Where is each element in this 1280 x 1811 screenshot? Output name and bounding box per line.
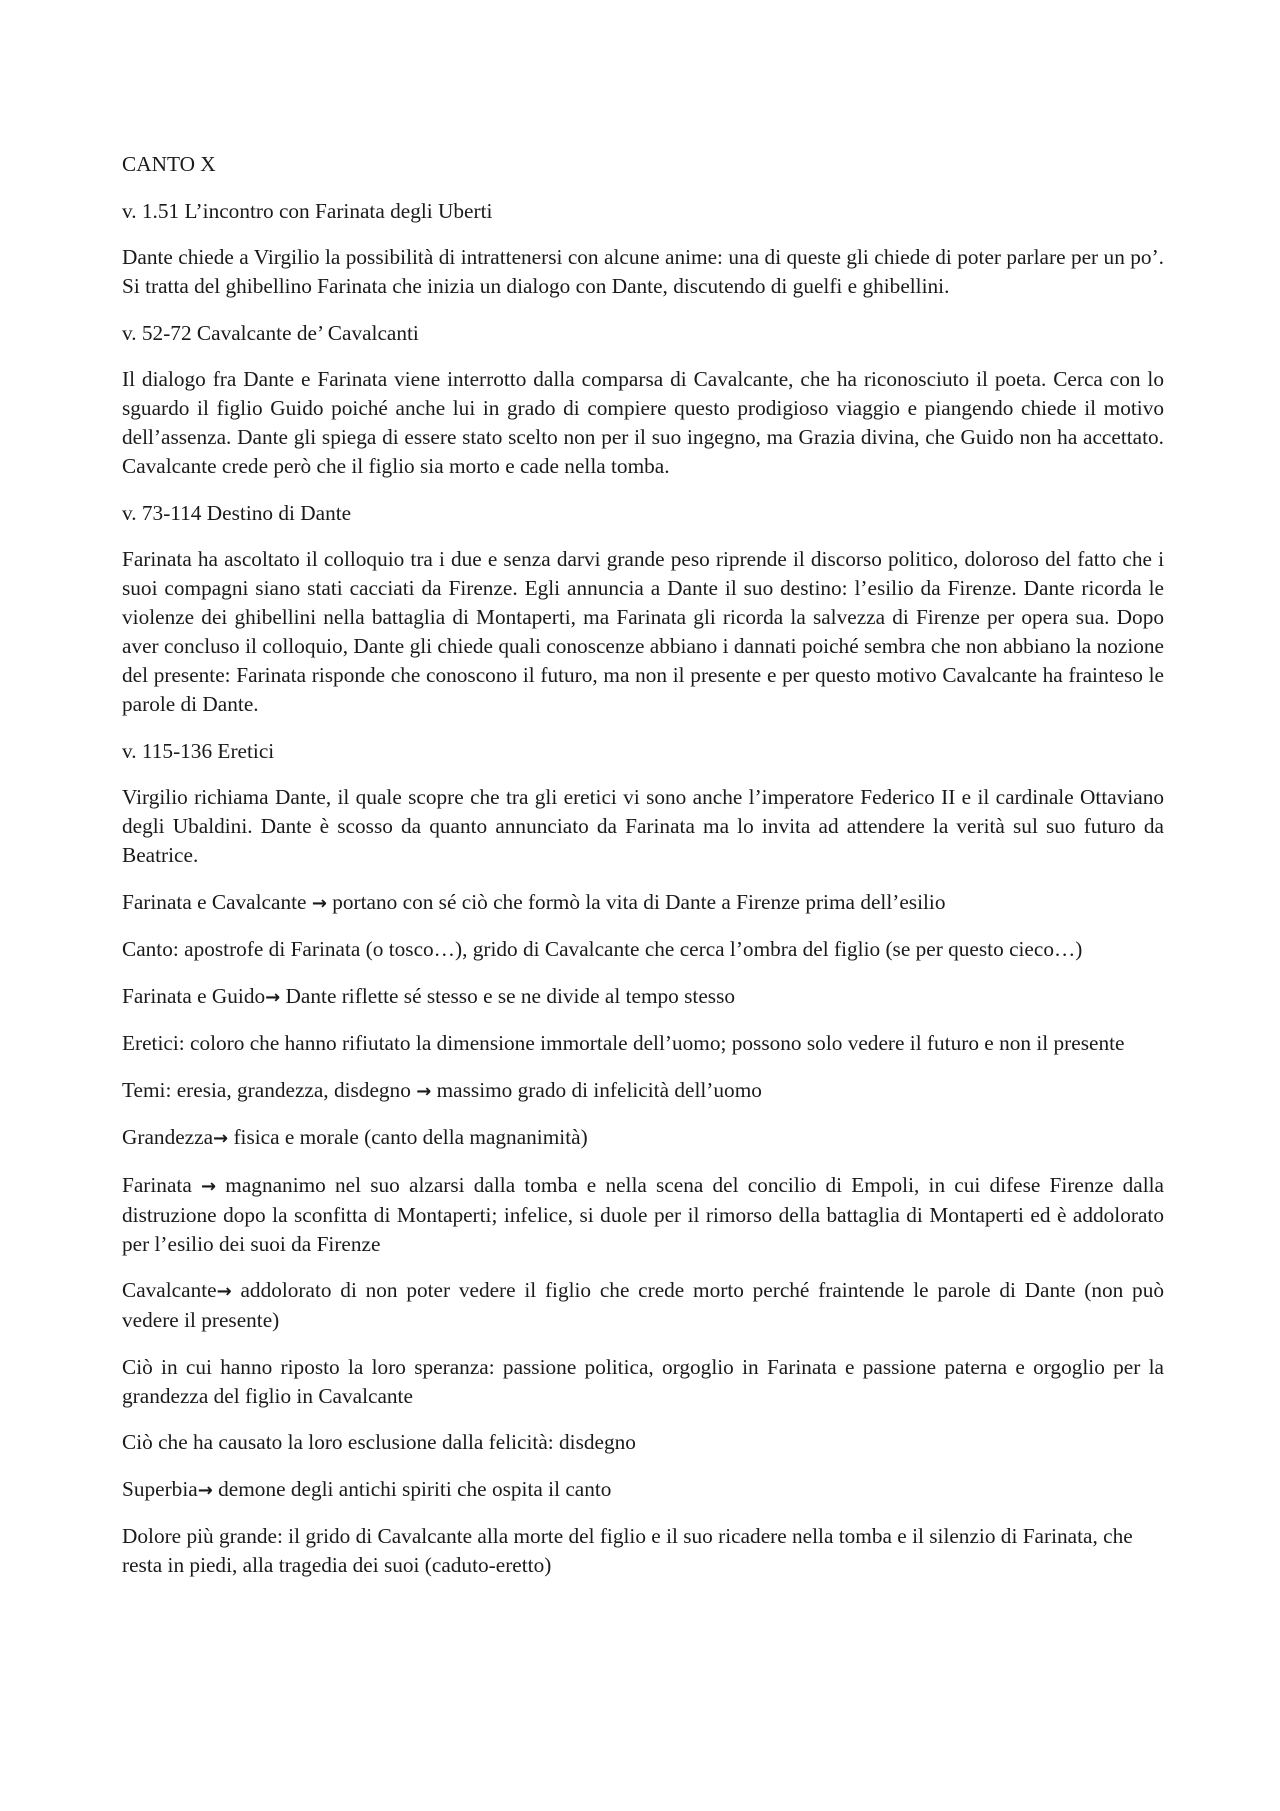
canto-title: CANTO X (122, 152, 216, 176)
note-text: Cavalcante (122, 1278, 217, 1302)
note-temi (122, 1076, 1164, 1106)
document-page (122, 150, 1164, 1598)
section-text-1: Dante chiede a Virgilio la possibilità di intrattenersi con alcune anime: una di queste gli chiede di poter parlare per un po’. Si tratta del ghibellino Farinata che inizia un dialogo con Dante, discutendo di guelfi e ghibellini. (122, 245, 1164, 298)
section-heading-4: v. 115-136 Eretici (122, 738, 275, 763)
section-heading-2: v. 52-72 Cavalcante de’ Cavalcanti (122, 320, 419, 345)
note-superbia (122, 1475, 1164, 1505)
note-eretici: Eretici: coloro che hanno rifiutato la dimensione immortale dell’uomo; possono solo vedere il futuro e non il presente (122, 1031, 1125, 1055)
section-heading-3: v. 73-114 Destino di Dante (122, 500, 352, 525)
note-canto: Canto: apostrofe di Farinata (o tosco…), grido di Cavalcante che cerca l’ombra del figlio (se per questo cieco…) (122, 937, 1083, 961)
note-cavalcante (122, 1276, 1164, 1335)
arrow-icon: → (416, 1080, 432, 1102)
section-text-3: Farinata ha ascoltato il colloquio tra i due e senza darvi grande peso riprende il discorso politico, doloroso del fatto che i suoi compagni siano stati cacciati da Firenze. Egli annuncia a Dante il suo destino: l’esilio da Firenze. Dante ricorda le violenze dei ghibellini nella battaglia di Montaperti, ma Farinata gli ricorda la salvezza di Firenze per opera sua. Dopo aver concluso il colloquio, Dante gli chiede quali conoscenze abbiano i dannati poiché sembra che non abbiano la nozione del presente: Farinata risponde che conoscono il futuro, ma non il presente e per questo motivo Cavalcante ha frainteso le parole di Dante. (122, 547, 1164, 716)
note-text: addolorato di non poter vedere il figlio che crede morto perché fraintende le parole di Dante (non può vedere il presente) (122, 1278, 1164, 1332)
note-text: Farinata e Guido (122, 983, 266, 1008)
note-grandezza (122, 1123, 1164, 1153)
note-text: massimo grado di infelicità dell’uomo (431, 1077, 762, 1102)
note-text: Superbia (122, 1476, 198, 1501)
arrow-icon: → (197, 1479, 213, 1501)
note-farinata-cavalcante (122, 888, 1164, 918)
arrow-icon: → (200, 1175, 217, 1197)
section-text-4: Virgilio richiama Dante, il quale scopre che tra gli eretici vi sono anche l’imperatore Federico II e il cardinale Ottaviano degli Ubaldini. Dante è scosso da quanto annunciato da Farinata ma lo invita ad attendere la verità sul suo futuro da Beatrice. (122, 785, 1164, 867)
section-text-2: Il dialogo fra Dante e Farinata viene interrotto dalla comparsa di Cavalcante, che ha riconosciuto il poeta. Cerca con lo sguardo il figlio Guido poiché anche lui in grado di compiere questo prodigioso viaggio e piangendo chiede il motivo dell’assenza. Dante gli spiega di essere stato scelto non per il suo ingegno, ma Grazia divina, che Guido non ha accettato. Cavalcante crede però che il figlio sia morto e cade nella tomba. (122, 367, 1164, 478)
arrow-icon: → (216, 1281, 232, 1302)
note-text: magnanimo nel suo alzarsi dalla tomba e nella scena del concilio di Empoli, in cui difese Firenze dalla distruzione dopo la sconfitta di Montaperti; infelice, si duole per il rimorso della battaglia di Montaperti ed è addolorato per l’esilio dei suoi da Firenze (122, 1172, 1164, 1256)
note-speranza: Ciò in cui hanno riposto la loro speranza: passione politica, orgoglio in Farinata e passione paterna e orgoglio per la grandezza del figlio in Cavalcante (122, 1354, 1164, 1408)
arrow-icon: → (265, 986, 281, 1008)
note-farinata-guido (122, 982, 1164, 1012)
note-text: demone degli antichi spiriti che ospita il canto (212, 1476, 612, 1501)
note-dolore: Dolore più grande: il grido di Cavalcante alla morte del figlio e il suo ricadere nella tomba e il silenzio di Farinata, che resta in piedi, alla tragedia dei suoi (caduto-eretto) (122, 1524, 1133, 1577)
note-text: Grandezza (122, 1125, 214, 1149)
note-text: Temi: eresia, grandezza, disdegno (122, 1077, 417, 1102)
arrow-icon: → (311, 892, 327, 914)
note-esclusione: Ciò che ha causato la loro esclusione dalla felicità: disdegno (122, 1430, 636, 1454)
note-text: fisica e morale (canto della magnanimità) (228, 1125, 588, 1149)
arrow-icon: → (213, 1128, 229, 1149)
note-text: portano con sé ciò che formò la vita di Dante a Firenze prima dell’esilio (326, 889, 946, 914)
note-text: Farinata (122, 1172, 201, 1197)
section-heading-1: v. 1.51 L’incontro con Farinata degli Uberti (122, 198, 493, 223)
note-farinata (122, 1171, 1164, 1259)
note-text: Farinata e Cavalcante (122, 889, 312, 914)
note-text: Dante riflette sé stesso e se ne divide al tempo stesso (280, 983, 736, 1008)
